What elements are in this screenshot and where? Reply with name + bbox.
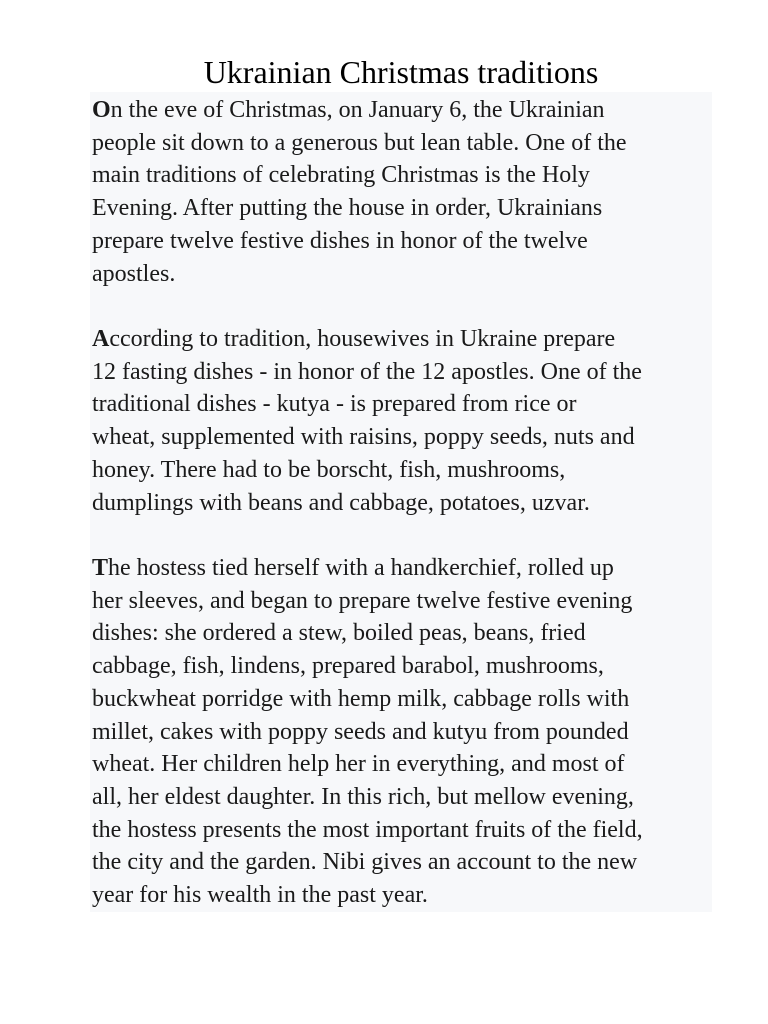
paragraph-line: cabbage, fish, lindens, prepared barabol, mushrooms, bbox=[92, 653, 604, 680]
bold-initial: T bbox=[92, 555, 109, 581]
paragraph-1 bbox=[92, 94, 714, 290]
paragraph-2 bbox=[92, 323, 714, 519]
paragraph-line: her sleeves, and began to prepare twelve festive evening bbox=[92, 587, 633, 614]
paragraph-line: people sit down to a generous but lean table. One of the bbox=[92, 129, 627, 156]
bold-initial: A bbox=[92, 326, 110, 352]
paragraph-line: the city and the garden. Nibi gives an account to the new bbox=[92, 849, 638, 876]
paragraph-line bbox=[92, 552, 714, 585]
paragraph-3 bbox=[92, 552, 714, 912]
paragraph-line: year for his wealth in the past year. bbox=[92, 882, 428, 909]
paragraph-line: dumplings with beans and cabbage, potatoes, uzvar. bbox=[92, 489, 590, 516]
page-title: Ukrainian Christmas traditions bbox=[203, 54, 599, 90]
paragraph-line: traditional dishes - kutya - is prepared from rice or bbox=[92, 391, 577, 418]
bold-initial: O bbox=[92, 97, 111, 123]
paragraph-line: prepare twelve festive dishes in honor of the twelve bbox=[92, 227, 588, 254]
paragraph-line: wheat. Her children help her in everything, and most of bbox=[92, 751, 625, 778]
paragraph-line: 12 fasting dishes - in honor of the 12 apostles. One of the bbox=[92, 358, 642, 385]
paragraph-line: apostles. bbox=[92, 260, 176, 287]
paragraph-line: main traditions of celebrating Christmas is the Holy bbox=[92, 162, 590, 189]
paragraph-line: millet, cakes with poppy seeds and kutyu from pounded bbox=[92, 718, 629, 745]
paragraph-line: all, her eldest daughter. In this rich, but mellow evening, bbox=[92, 783, 634, 810]
paragraph-line: buckwheat porridge with hemp milk, cabbage rolls with bbox=[92, 685, 630, 712]
paragraph-line: wheat, supplemented with raisins, poppy seeds, nuts and bbox=[92, 424, 635, 451]
line-text: he hostess tied herself with a handkerchief, rolled up bbox=[108, 555, 614, 581]
line-text: n the eve of Christmas, on January 6, the Ukrainian bbox=[110, 97, 605, 123]
paragraph-line bbox=[92, 94, 714, 127]
paragraph-line: Evening. After putting the house in order, Ukrainians bbox=[92, 195, 603, 222]
paragraph-line: dishes: she ordered a stew, boiled peas, beans, fried bbox=[92, 620, 586, 647]
paragraph-line: honey. There had to be borscht, fish, mushrooms, bbox=[92, 456, 566, 483]
paragraph-line bbox=[92, 323, 714, 356]
paragraph-line: the hostess presents the most important fruits of the field, bbox=[92, 816, 643, 843]
line-text: ccording to tradition, housewives in Ukraine prepare bbox=[109, 326, 616, 352]
